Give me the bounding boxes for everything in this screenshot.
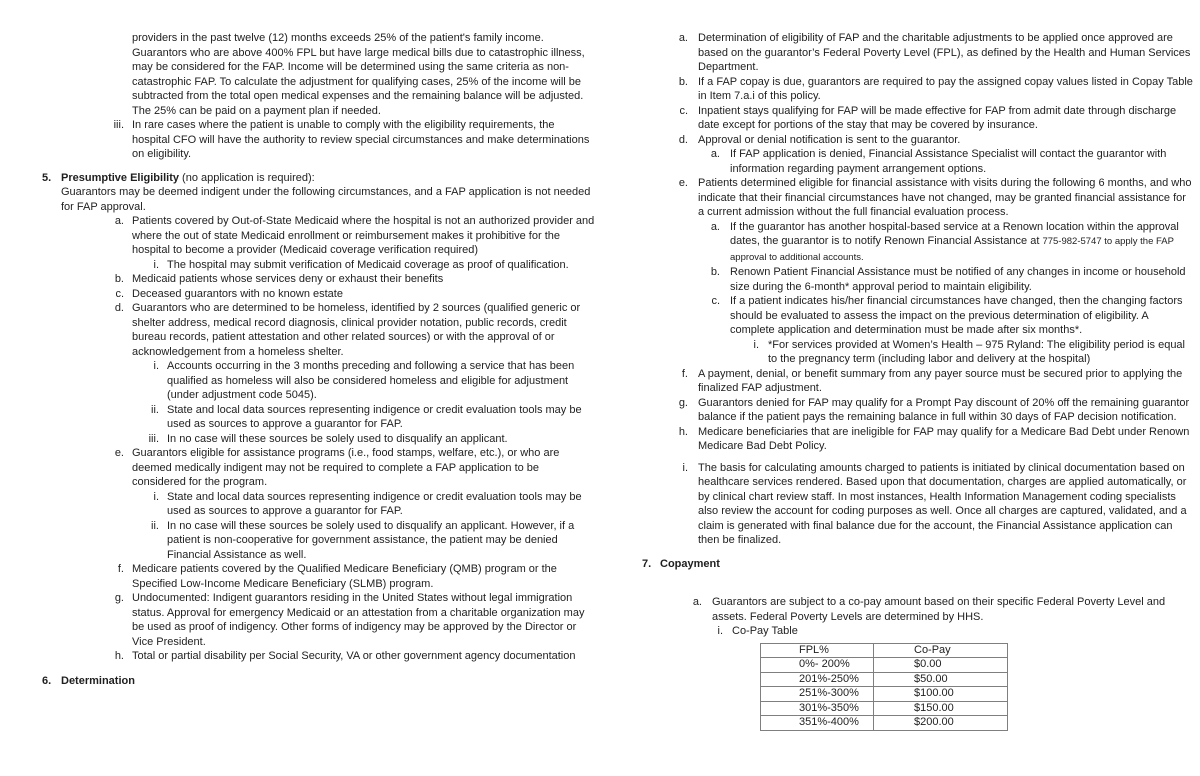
list-item-b [42,272,595,287]
list-item-text: Renown Patient Financial Assistance must be notified of any changes in income or household size during the 6-month* approval period to maintain eligibility. [730,266,1186,293]
list-marker: i. [753,338,759,351]
list-item-text: If a FAP copay is due, guarantors are required to pay the assigned copay values listed in Copay Table in Item 7.a.i of this policy. [698,75,1193,102]
section-number: 5. [42,171,52,184]
table-header-cell: Co-Pay [874,643,1008,658]
list-marker: a. [692,596,702,608]
list-subitem [642,294,1194,338]
section-7-heading [642,557,1194,572]
list-item-a [42,214,595,258]
list-item-text-small: 775-982-5747 to apply the FAP approval to additional accounts. [730,236,1174,263]
list-item-h [642,425,1194,454]
list-subitem [42,519,595,563]
left-column [42,31,595,688]
table-row [761,672,1008,687]
list-item-text: Deceased guarantors with no known estate [132,287,343,300]
table-row [761,658,1008,673]
continuation-paragraph: providers in the past twelve (12) months exceeds 25% of the patient's family income. Guarantors who are above 400% FPL but have large medical bills due to catastrophic illness, may be considered for the FAP. Income will be determined using the same criteria as non-catastrophic FAP. To calculate the adjustment for qualifying cases, 25% of the income will be subtracted from the total open medical expenses and the remaining balance will be adjusted. The 25% can be paid on a payment plan if needed. [132,32,585,117]
list-item-text: Undocumented: Indigent guarantors residing in the United States without legal immigration status. Approval for emergency Medicaid or an attestation from a charitable organization may be used as proof of indigency. Other forms of indigency may be approved by the Director or Vice President. [132,592,585,648]
table-cell: 0%- 200% [761,658,874,673]
list-marker: i. [682,461,688,474]
list-marker: i. [153,490,159,503]
list-item-d [642,133,1194,148]
list-marker: i. [153,258,159,271]
list-marker: b. [710,266,720,278]
table-cell: $0.00 [874,658,1008,673]
section-6-heading [42,674,595,689]
copay-table [760,643,1008,731]
list-marker: e. [114,447,124,459]
list-marker: h. [678,425,688,438]
list-marker: a. [710,148,720,160]
list-item-text: Total or partial disability per Social Security, VA or other government agency documentation [132,650,576,662]
list-subitem [642,220,1194,266]
list-marker: c. [115,287,124,300]
list-item-e [42,446,595,490]
list-marker: i. [153,360,159,372]
list-item-text: Medicare patients covered by the Qualified Medicare Beneficiary (QMB) program or the Specified Low-Income Medicare Beneficiary (SLMB) program. [132,563,557,590]
section-5-heading [42,171,595,186]
list-subitem [42,258,595,273]
list-marker: ii. [151,519,159,532]
list-item-text: Co-Pay Table [732,625,798,637]
section-5-intro: Guarantors may be deemed indigent under the following circumstances, and a FAP application is not needed for FAP approval. [61,186,591,213]
list-item-text: Guarantors who are determined to be homeless, identified by 2 sources (qualified generic or shelter address, medical record diagnosis, clinical provider notation, public records, credit bureau records, patient attestation and other related sources) or with the approval of or acknowledgement from a homeless shelter. [132,302,581,358]
list-marker: iii. [148,432,159,445]
list-marker: h. [114,650,124,662]
list-item-text: State and local data sources representing indigence or credit evaluation tools may be used as sources to approve a guarantor for FAP. [167,490,582,517]
list-marker: f. [681,367,688,380]
section-title-suffix: (no application is required): [178,171,315,184]
list-item-text: The basis for calculating amounts charged to patients is initiated by clinical documentation based on healthcare services rendered. Based upon that documentation, charges are applied automatically, or by clinical chart review staff. In most instances, Health Information Management coding specialists also review the account for coding purposes as well. Once all charges are captured, validated, and a claim is generated with final balance due for the account, the Financial Assistance application can then be finalized. [698,461,1187,546]
list-item-text: In no case will these sources be solely used to disqualify an applicant. [167,432,508,445]
list-item-h [42,649,595,664]
list-item-text: Patients determined eligible for financial assistance with visits during the following 6 months, and who indicate that their financial circumstances have not changed, may be granted financial assistance for a current admission without the full financial evaluation process. [698,177,1192,218]
copay-table-label [642,624,1194,639]
list-item-text: In rare cases where the patient is unable to comply with the eligibility requirements, the hospital CFO will have the authority to review special circumstances and make determinations on eligibility. [132,119,590,160]
list-marker: i. [717,625,723,637]
list-item-text: Guarantors denied for FAP may qualify for a Prompt Pay discount of 20% off the remaining guarantor balance if the patient pays the remaining balance in full within 30 days of FAP decision notification. [698,396,1190,423]
list-item-text: If a patient indicates his/her financial circumstances have changed, then the changing factors should be evaluated to assess the impact on the previous determination of eligibility. A complete application and determination must be made after six months*. [730,295,1183,336]
table-row [761,687,1008,702]
list-subitem [42,359,595,403]
list-subsubitem [642,338,1194,367]
list-item-text: Inpatient stays qualifying for FAP will be made effective for FAP from admit date through discharge date except for portions of the stay that may be covered by insurance. [698,104,1177,131]
list-marker: d. [114,302,124,314]
list-marker: c. [711,295,720,307]
copay-table-header-row [761,643,1008,658]
list-item-b [642,75,1194,104]
list-marker: e. [678,177,688,189]
list-item-c [642,104,1194,133]
table-cell: 251%-300% [761,687,874,702]
list-item-d [42,301,595,359]
list-item-text: Accounts occurring in the 3 months preceding and following a service that has been qualified as homeless will also be considered homeless and eligible for adjustment (under adjustment code 5045). [167,360,575,401]
section-title: Presumptive Eligibility [61,171,179,184]
right-column [642,31,1194,731]
section-number: 7. [642,557,652,570]
list-subitem [42,490,595,519]
table-cell: 301%-350% [761,701,874,716]
list-item-i [642,461,1194,548]
section-title: Copayment [660,557,720,570]
list-item-text: The hospital may submit verification of Medicaid coverage as proof of qualification. [167,258,569,271]
list-item-a [642,31,1194,75]
list-marker: a. [710,220,720,233]
list-marker: iii. [113,119,124,131]
table-header-cell: FPL% [761,643,874,658]
table-row [761,716,1008,731]
section-number: 6. [42,674,52,687]
list-item-text: State and local data sources representing indigence or credit evaluation tools may be used as sources to approve a guarantor for FAP. [167,403,582,430]
list-item-text: Guarantors are subject to a co-pay amount based on their specific Federal Poverty Level and assets. Federal Poverty Levels are determined by HHS. [712,596,1166,623]
list-marker: c. [679,104,688,117]
list-marker: b. [114,273,124,285]
table-cell: $100.00 [874,687,1008,702]
list-item-text: Medicaid patients whose services deny or exhaust their benefits [132,273,444,285]
list-marker: d. [678,133,688,146]
list-marker: a. [678,32,688,44]
copay-item-a [642,595,1194,624]
list-item-g [42,591,595,649]
list-item-text: In no case will these sources be solely used to disqualify an applicant. However, if a patient is non-cooperative for government assistance, the patient may be denied Financial Assistance as well. [167,519,575,561]
list-marker: b. [678,75,688,88]
section-title: Determination [61,674,135,687]
list-marker: g. [678,396,688,409]
list-item-text: Determination of eligibility of FAP and the charitable adjustments to be applied once approved are based on the guarantor’s Federal Poverty Level (FPL), as defined by the Health and Human Services Department. [698,32,1191,73]
table-cell: $200.00 [874,716,1008,731]
table-cell: 351%-400% [761,716,874,731]
list-item-e [642,176,1194,220]
list-item-text: A payment, denial, or benefit summary from any payer source must be secured prior to applying the finalized FAP adjustment. [698,367,1183,394]
list-item-text: If the guarantor has another hospital-based service at a Renown location within the approval dates, the guarantor is to notify Renown Financial Assistance at [730,220,1179,247]
list-marker: f. [117,563,124,575]
table-cell: 201%-250% [761,672,874,687]
list-item-iii [42,118,595,162]
list-item-text: Patients covered by Out-of-State Medicaid where the hospital is not an authorized provider and where the out of state Medicaid enrollment or reimbursement makes it prohibitive for the hospital to become a provider (Medicaid coverage verification required) [132,215,595,256]
list-marker: ii. [151,403,159,416]
list-subitem [642,265,1194,294]
list-item-f [642,367,1194,396]
table-cell: $50.00 [874,672,1008,687]
list-subitem [642,147,1194,176]
list-item-text: Approval or denial notification is sent to the guarantor. [698,133,961,146]
list-item-text: Guarantors eligible for assistance programs (i.e., food stamps, welfare, etc.), or who are deemed medically indigent may not be required to complete a FAP application to be considered for the program. [132,447,560,488]
list-subitem [42,432,595,447]
list-item-text: If FAP application is denied, Financial Assistance Specialist will contact the guarantor with information regarding payment arrangement options. [730,148,1167,175]
list-marker: a. [114,215,124,227]
list-item-g [642,396,1194,425]
list-item-c [42,287,595,302]
list-marker: g. [114,592,124,604]
list-item-text: *For services provided at Women’s Health – 975 Ryland: The eligibility period is equal to the pregnancy term (including labor and delivery at the hospital) [768,338,1185,365]
table-cell: $150.00 [874,701,1008,716]
list-item-f [42,562,595,591]
table-row [761,701,1008,716]
list-item-text: Medicare beneficiaries that are ineligible for FAP may qualify for a Medicare Bad Debt under Renown Medicare Bad Debt Policy. [698,425,1190,452]
list-subitem [42,403,595,432]
